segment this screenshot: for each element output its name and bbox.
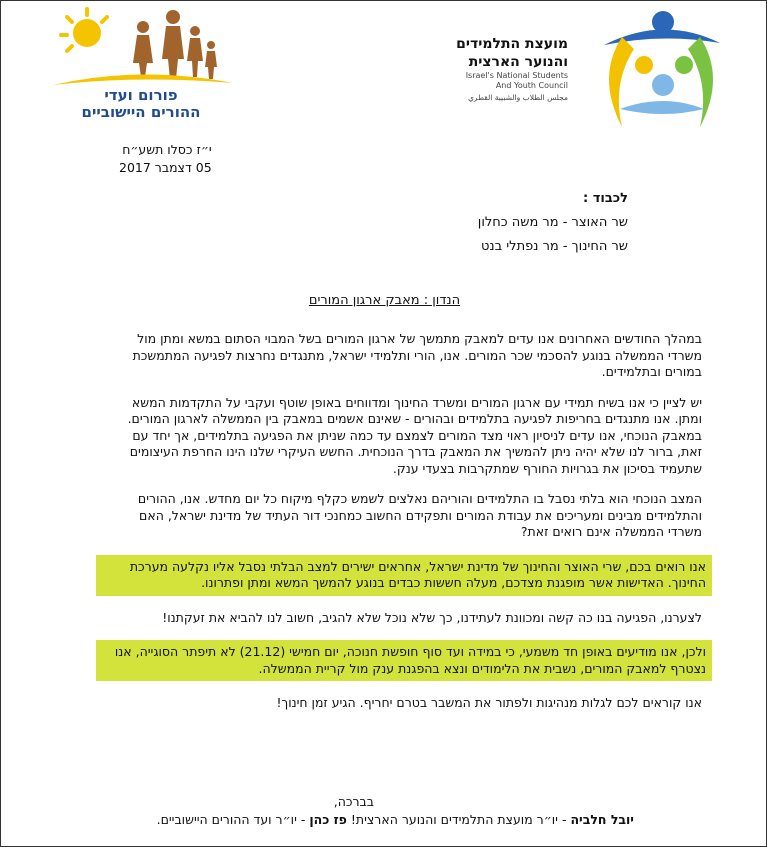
hebrew-date: י״ז כסלו תשע״ח — [122, 142, 212, 157]
body-paragraph-1: במהלך החודשים האחרונים אנו עדים למאבק מתמשך של ארגון המורים בשל המבוי הסתום במשא ומתן מול משרדי הממשלה בנוגע להסכמי שכר המורים. אנו, הורי ותלמידי ישראל, מתנגדים נחרצות לפגיעה המתמשכת במורים ובתלמידים. — [132, 331, 702, 379]
body-paragraph-7: אנו קוראים לכם לגלות מנהיגות ולפתור את המשבר בטרם יחריף. הגיע זמן חינוך! — [276, 695, 702, 710]
letter-body — [104, 331, 704, 726]
figure-right-head — [675, 56, 693, 74]
letter-closing — [34, 793, 634, 829]
forum-name-line2: ההורים היישוביים — [81, 103, 201, 121]
signatures-line — [34, 811, 634, 829]
council-name-he-2: והנוער הארצית — [468, 54, 568, 70]
parents-forum-logo — [45, 5, 235, 89]
signer1-title: - יו״ר מועצת התלמידים והנוער הארצית! — [346, 812, 571, 827]
gregorian-date: 05 דצמבר 2017 — [119, 160, 212, 175]
ground-swoosh — [53, 74, 233, 85]
forum-name-line1: פורום ועדי — [104, 86, 178, 104]
family-icon — [133, 10, 217, 79]
parents-forum-name — [41, 87, 241, 121]
figure-bottom-head — [652, 74, 674, 96]
council-name-en-1: Israel's National Students — [465, 71, 568, 80]
recipient-education-minister: שר החינוך - מר נפתלי בנט — [480, 239, 628, 254]
body-paragraph-5: לצערנו, הפגיעה בנו כה קשה ומכוונת לעתידנו, כך שלא נוכל שלא להגיב, חשוב לנו להביא את זעקתנו! — [162, 609, 702, 625]
sun-icon — [61, 9, 107, 51]
student-council-name — [428, 35, 568, 102]
student-council-logo — [600, 7, 722, 129]
council-name-en-2: And Youth Council — [495, 81, 568, 90]
recipients-heading: לכבוד : — [583, 191, 628, 206]
closing-greeting: בברכה, — [333, 794, 374, 809]
signer2-name: פז כהן — [309, 812, 347, 827]
figure-left-body — [609, 37, 634, 127]
council-name-ar: مجلس الطلاب والشبيبة القطري — [468, 93, 568, 102]
body-paragraph-2: יש לציין כי אנו בשיח תמידי עם ארגון המורים ומשרד החינוך ומדווחים באופן שוטף ועקבי על התקדמות המשא ומתן. אנו מתנגדים בחריפות לפגיעה בתלמידים ובהורים - שאינם אשמים במאבק בין הממשלה לארגון המורים. במאבק הנוכחי, אנו עדים לניסיון ראוי מצד המורים לצמצם עד כמה שניתן את הפגיעה בתלמידים, אך יחד עם זאת, ברור לנו שלא יהיה ניתן להמשיך את המאבק בדרך הנוכחית. החשש העיקרי שלנו הינו החרפת העיצומים שתעמיד בסיכון את בגרויות החורף שמתקרבות בצעדי ענק. — [127, 394, 702, 476]
subject-text: הנדון : מאבק ארגון המורים — [308, 293, 461, 308]
figure-bottom-arms — [620, 101, 704, 114]
council-name-he-1: מועצת התלמידים — [456, 36, 568, 52]
letter-date — [119, 141, 212, 177]
figure-right-body — [688, 37, 713, 127]
highlighted-paragraph-ultimatum: ולכן, אנו מודיעים באופן חד משמעי, כי במידה ועד סוף חופשת חנוכה, יום חמישי (21.12) לא תיפתר הסוגייה, אנו נצטרף למאבק המורים, נשבית את הלימודים ונצא בהפגנת ענק מול קריית הממשלה. — [96, 640, 712, 681]
recipient-finance-minister: שר האוצר - מר משה כחלון — [477, 215, 628, 230]
signer1-name: יובל חלביה — [570, 812, 634, 827]
signer2-title: - יו״ר ועד ההורים היישוביים. — [156, 812, 310, 827]
recipients-block — [478, 187, 628, 259]
body-paragraph-3: המצב הנוכחי הוא בלתי נסבל בו התלמידים והוריהם נאלצים לשמש כקלף מיקוח כל יום מחדש. אנו, ההורים והתלמידים מבינים ומעריכים את עבודת המורים ותפקידם החשוב כמחנכי דור העתיד של מדינת ישראל, האם משרדי הממשלה אינם רואים זאת? — [137, 491, 702, 539]
highlighted-paragraph-responsibility: אנו רואים בכם, שרי האוצר והחינוך של מדינת ישראל, אחראים ישירים למצב הבלתי נסבל אליו נקלעה מערכת החינוך. האדישות אשר מופגנת מצדכם, מעלה חששות כבדים בנוגע להמשך המשא ומתן ופתרונו. — [96, 555, 712, 596]
figure-left-head — [635, 56, 653, 74]
letter-subject — [1, 293, 767, 308]
